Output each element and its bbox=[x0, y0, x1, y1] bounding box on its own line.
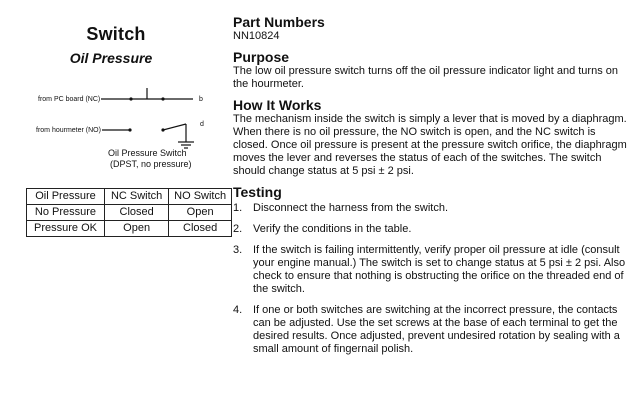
page-subtitle: Oil Pressure bbox=[69, 50, 153, 66]
terminal-d-label: d bbox=[200, 121, 204, 128]
testing-heading: Testing bbox=[233, 184, 282, 200]
list-item bbox=[233, 244, 633, 296]
table-row bbox=[27, 221, 232, 237]
diagram-caption-line1: Oil Pressure Switch bbox=[108, 148, 187, 158]
table-cell: Closed bbox=[104, 205, 168, 221]
page-title: Switch bbox=[86, 24, 146, 44]
step-text: Disconnect the harness from the switch. bbox=[253, 202, 449, 214]
table-header-cell: NO Switch bbox=[169, 189, 232, 205]
table-cell: Pressure OK bbox=[27, 221, 105, 237]
step-number: 2. bbox=[233, 223, 243, 235]
table-header-cell: NC Switch bbox=[104, 189, 168, 205]
diagram-caption-line2: (DPST, no pressure) bbox=[110, 159, 192, 169]
step-text: If the switch is failing intermittently, verify proper oil pressure at idle (consult your engine manual.) The switch is set to change status at 5 psi ± 2 psi. Also check to ensure that nothing is obstructing the orifice on the threaded end of the switch. bbox=[253, 244, 626, 295]
step-number: 4. bbox=[233, 304, 243, 316]
purpose-heading: Purpose bbox=[233, 49, 290, 65]
terminal-b-label: b bbox=[199, 96, 203, 103]
part-numbers-heading: Part Numbers bbox=[233, 14, 325, 30]
list-item bbox=[233, 202, 633, 215]
testing-steps-list bbox=[233, 202, 633, 356]
label-nc-input: from PC board (NC) bbox=[38, 96, 101, 103]
table-cell: No Pressure bbox=[27, 205, 105, 221]
step-text: If one or both switches are switching at the incorrect pressure, the contacts can be adjusted. Use the set screws at the base of each terminal to get the desired results. Once adjusted, prevent undesired rotation by sealing with a small amount of fingernail polish. bbox=[253, 304, 620, 355]
left-panel bbox=[0, 0, 232, 400]
step-text: Verify the conditions in the table. bbox=[253, 223, 412, 235]
table-cell: Open bbox=[169, 205, 232, 221]
switch-conditions-table bbox=[26, 188, 232, 237]
label-no-input: from hourmeter (NO) bbox=[36, 127, 101, 134]
list-item bbox=[233, 223, 633, 236]
purpose-text: The low oil pressure switch turns off the oil pressure indicator light and turns on the hourmeter. bbox=[233, 65, 618, 90]
right-panel bbox=[233, 14, 633, 364]
how-it-works-text: The mechanism inside the switch is simply a lever that is moved by a diaphragm. When there is no oil pressure, the NO switch is open, and the NC switch is closed. Once oil pressure is present at the pressure switch orifice, the diaphragm moves the lever and reverses the status of each of the switches. The switch should change status at 5 psi ± 2 psi. bbox=[233, 113, 627, 177]
table-cell: Closed bbox=[169, 221, 232, 237]
how-it-works-heading: How It Works bbox=[233, 97, 322, 113]
table-row bbox=[27, 205, 232, 221]
switch-wiring-diagram bbox=[0, 80, 232, 172]
table-header-cell: Oil Pressure bbox=[27, 189, 105, 205]
step-number: 1. bbox=[233, 202, 243, 214]
no-blade-open bbox=[163, 124, 186, 130]
table-header-row bbox=[27, 189, 232, 205]
step-number: 3. bbox=[233, 244, 243, 256]
part-number-value: NN10824 bbox=[233, 30, 280, 42]
table-cell: Open bbox=[104, 221, 168, 237]
no-contact-left bbox=[128, 128, 131, 131]
list-item bbox=[233, 304, 633, 356]
